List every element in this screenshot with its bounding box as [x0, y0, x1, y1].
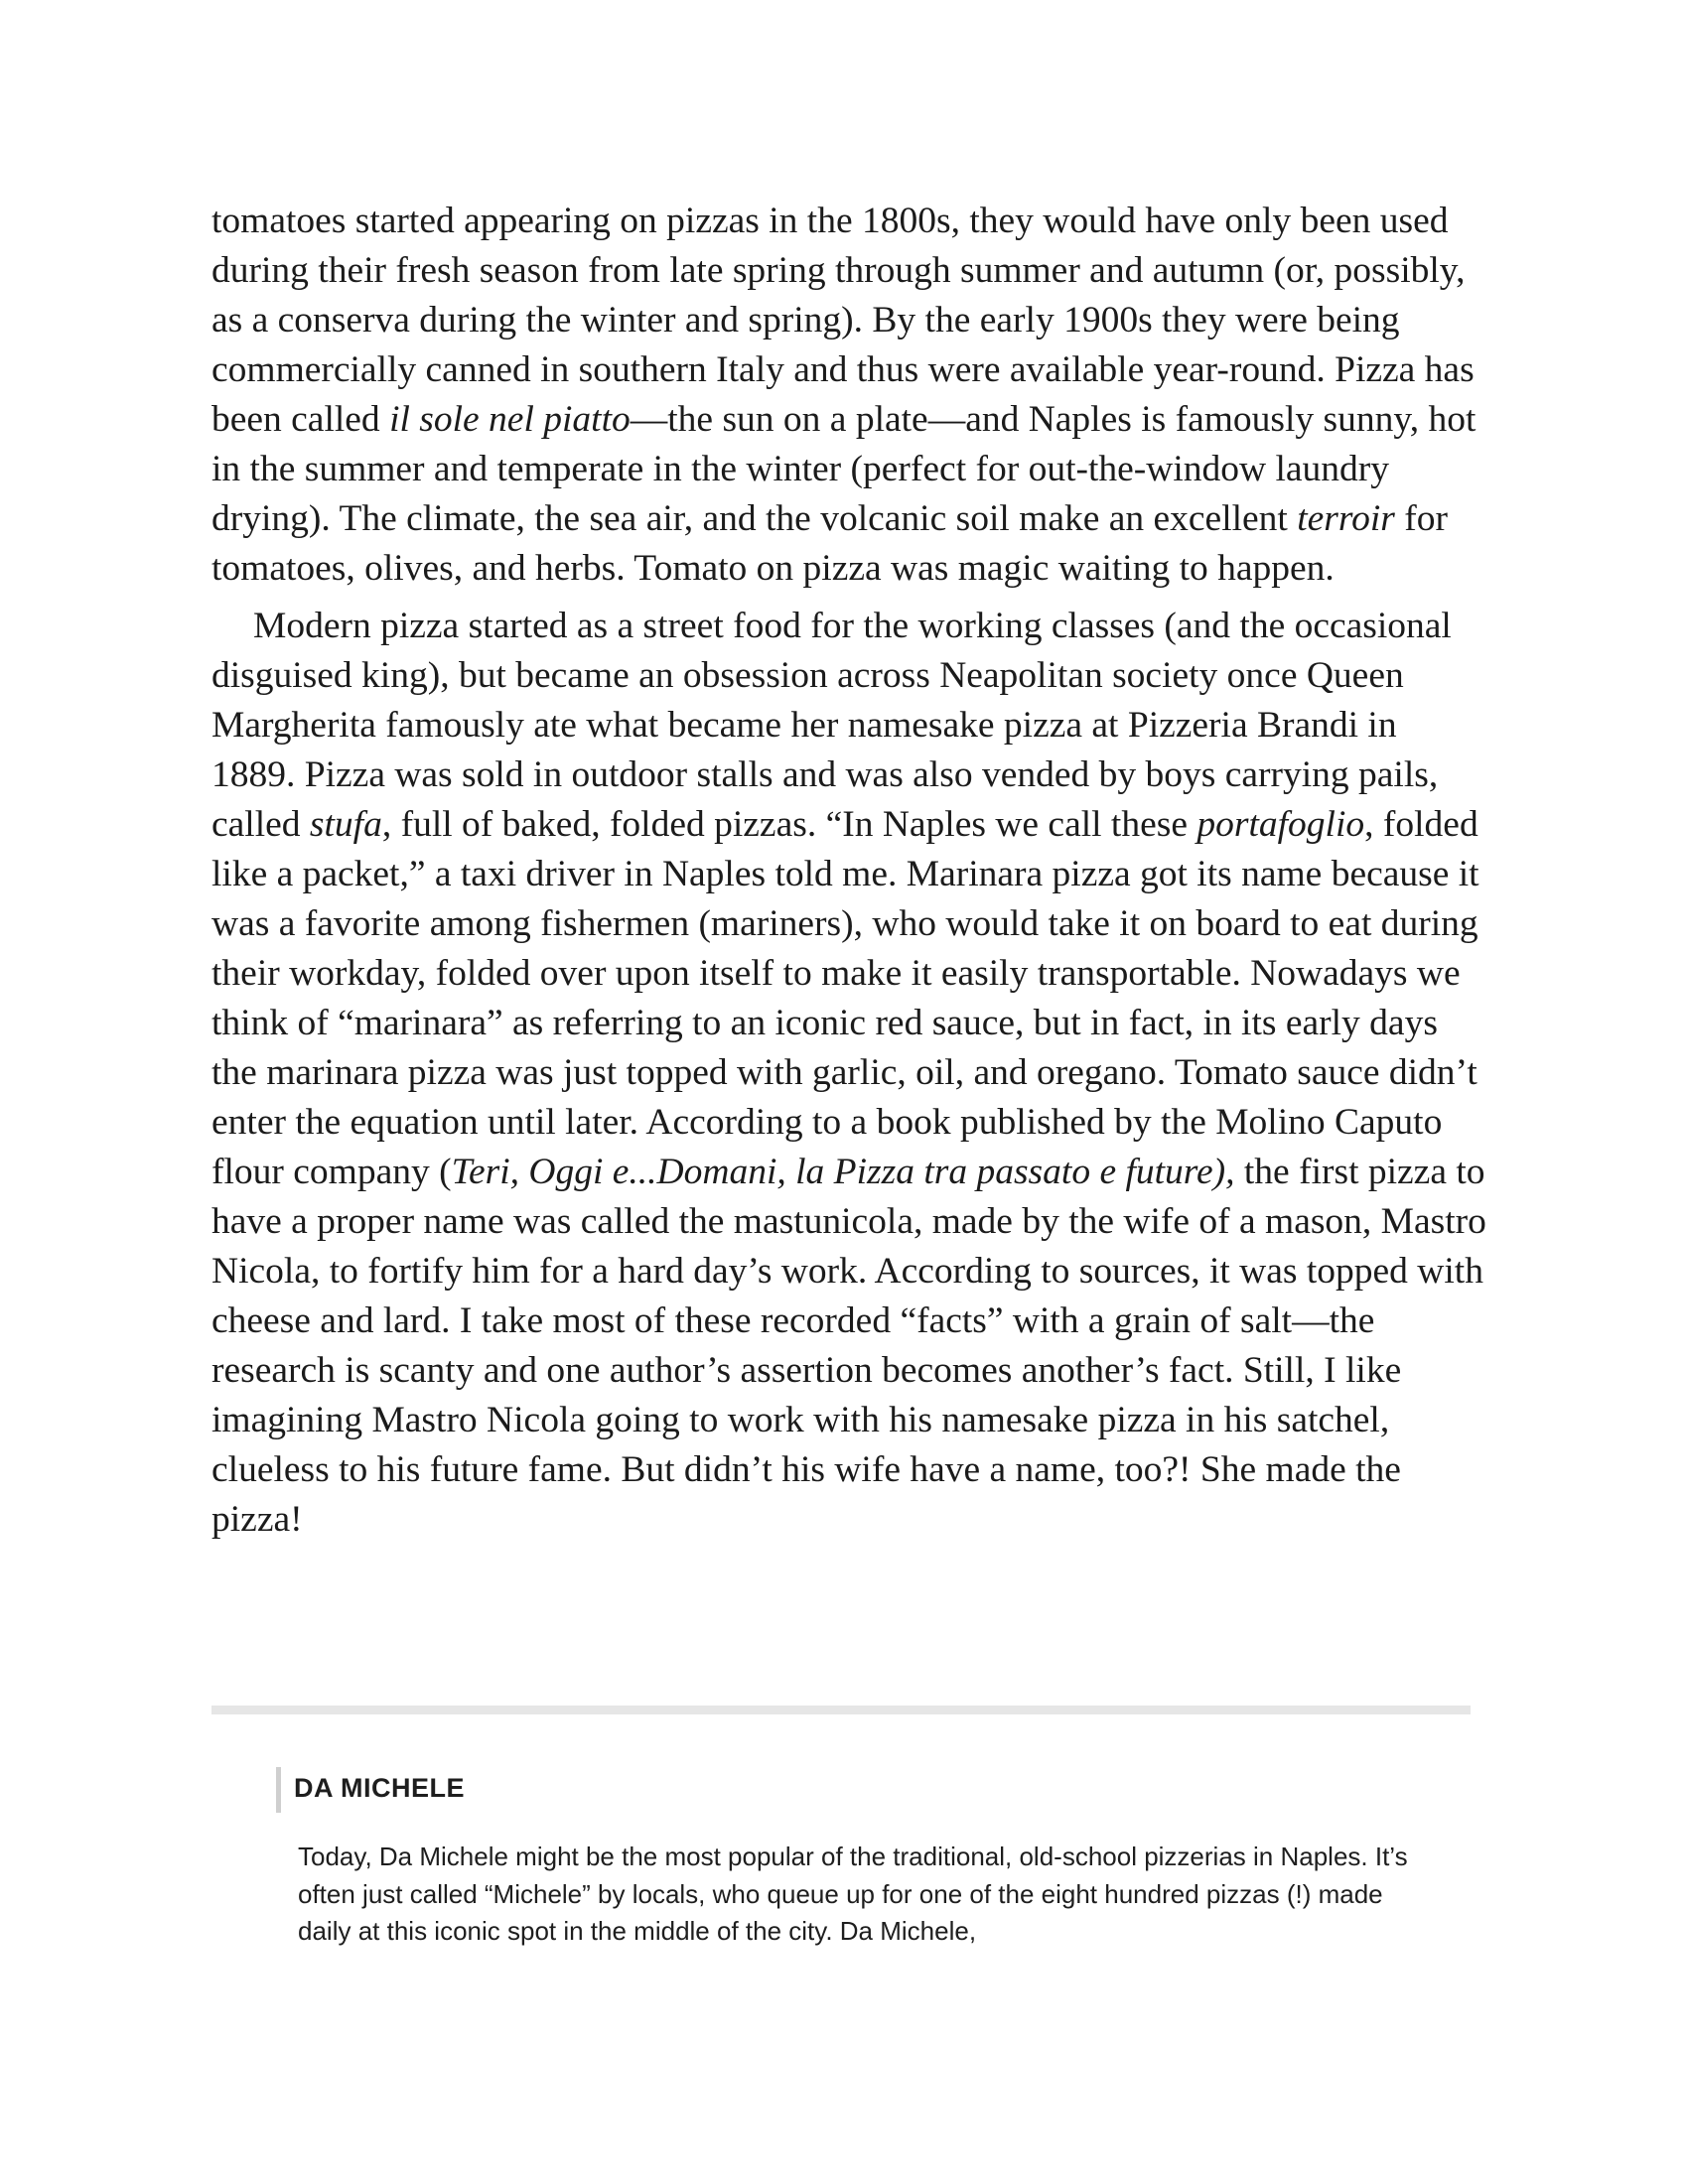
paragraph-2-text-1: Modern pizza started as a street food for the working classes (and the occasional disguised king), but became an obsession across Neapolitan society once Queen Margherita famously ate what became her namesake pizza at Pizzeria Brandi in 1889. Pizza was sold in outdoor stalls and was also vended by boys carrying pails, called — [211, 606, 1452, 845]
paragraph-2-text-2: , full of baked, folded pizzas. “In Naples we call these — [381, 804, 1197, 845]
sidebar-accent-bar — [276, 1767, 281, 1813]
italic-word-stufa: stufa — [309, 804, 382, 845]
paragraph-1 — [211, 197, 1487, 594]
italic-word-portafoglio: portafoglio — [1196, 804, 1365, 845]
sidebar-text: Today, Da Michele might be the most popular of the traditional, old-school pizzerias in Naples. It’s often just called “Michele” by locals, who queue up for one of the eight hundred pizzas (!) made daily at this iconic spot in the middle of the city. Da Michele, — [298, 1842, 1408, 1946]
paragraph-2-text-4: the first pizza to have a proper name was called the mastunicola, made by the wife of a mason, Mastro Nicola, to fortify him for a hard day’s work. According to sources, it was topped with cheese and lard. I take most of these recorded “facts” with a grain of salt—the research is scanty and one author’s assertion becomes another’s fact. Still, I like imagining Mastro Nicola going to work with his namesake pizza in his satchel, clueless to his future fame. But didn’t his wife have a name, too?! She made the pizza! — [211, 1152, 1486, 1540]
italic-word-terroir: terroir — [1297, 498, 1395, 539]
paragraph-1-text-3: for tomatoes, olives, and herbs. Tomato on pizza was magic waiting to happen. — [211, 498, 1448, 589]
paragraph-2 — [211, 602, 1487, 1545]
paragraph-2-text-3: , folded like a packet,” a taxi driver in Naples told me. Marinara pizza got its name because it was a favorite among fishermen (mariners), who would take it on board to eat during their workday, folded over upon itself to make it easily transportable. Nowadays we think of “marinara” as referring to an iconic red sauce, but in fact, in its early days the marinara pizza was just topped with garlic, oil, and oregano. Tomato sauce didn’t enter the equation until later. According to a book published by the Molino Caputo flour company ( — [211, 804, 1479, 1192]
sidebar-title: DA MICHELE — [294, 1773, 465, 1803]
section-divider — [211, 1706, 1471, 1714]
italic-phrase-il-sole-nel-piatto: il sole nel piatto — [389, 399, 631, 440]
italic-book-title: Teri, Oggi e...Domani, la Pizza tra passato e future), — [451, 1152, 1235, 1192]
paragraph-1-text-1: tomatoes started appearing on pizzas in the 1800s, they would have only been used during their fresh season from late spring through summer and autumn (or, possibly, as a conserva during the winter and spring). By the early 1900s they were being commercially canned in southern Italy and thus were available year-round. Pizza has been called — [211, 201, 1475, 440]
main-text — [211, 197, 1487, 1545]
paragraph-1-text-2: —the sun on a plate—and Naples is famously sunny, hot in the summer and temperate in the winter (perfect for out-the-window laundry drying). The climate, the sea air, and the volcanic soil make an excellent — [211, 399, 1477, 539]
